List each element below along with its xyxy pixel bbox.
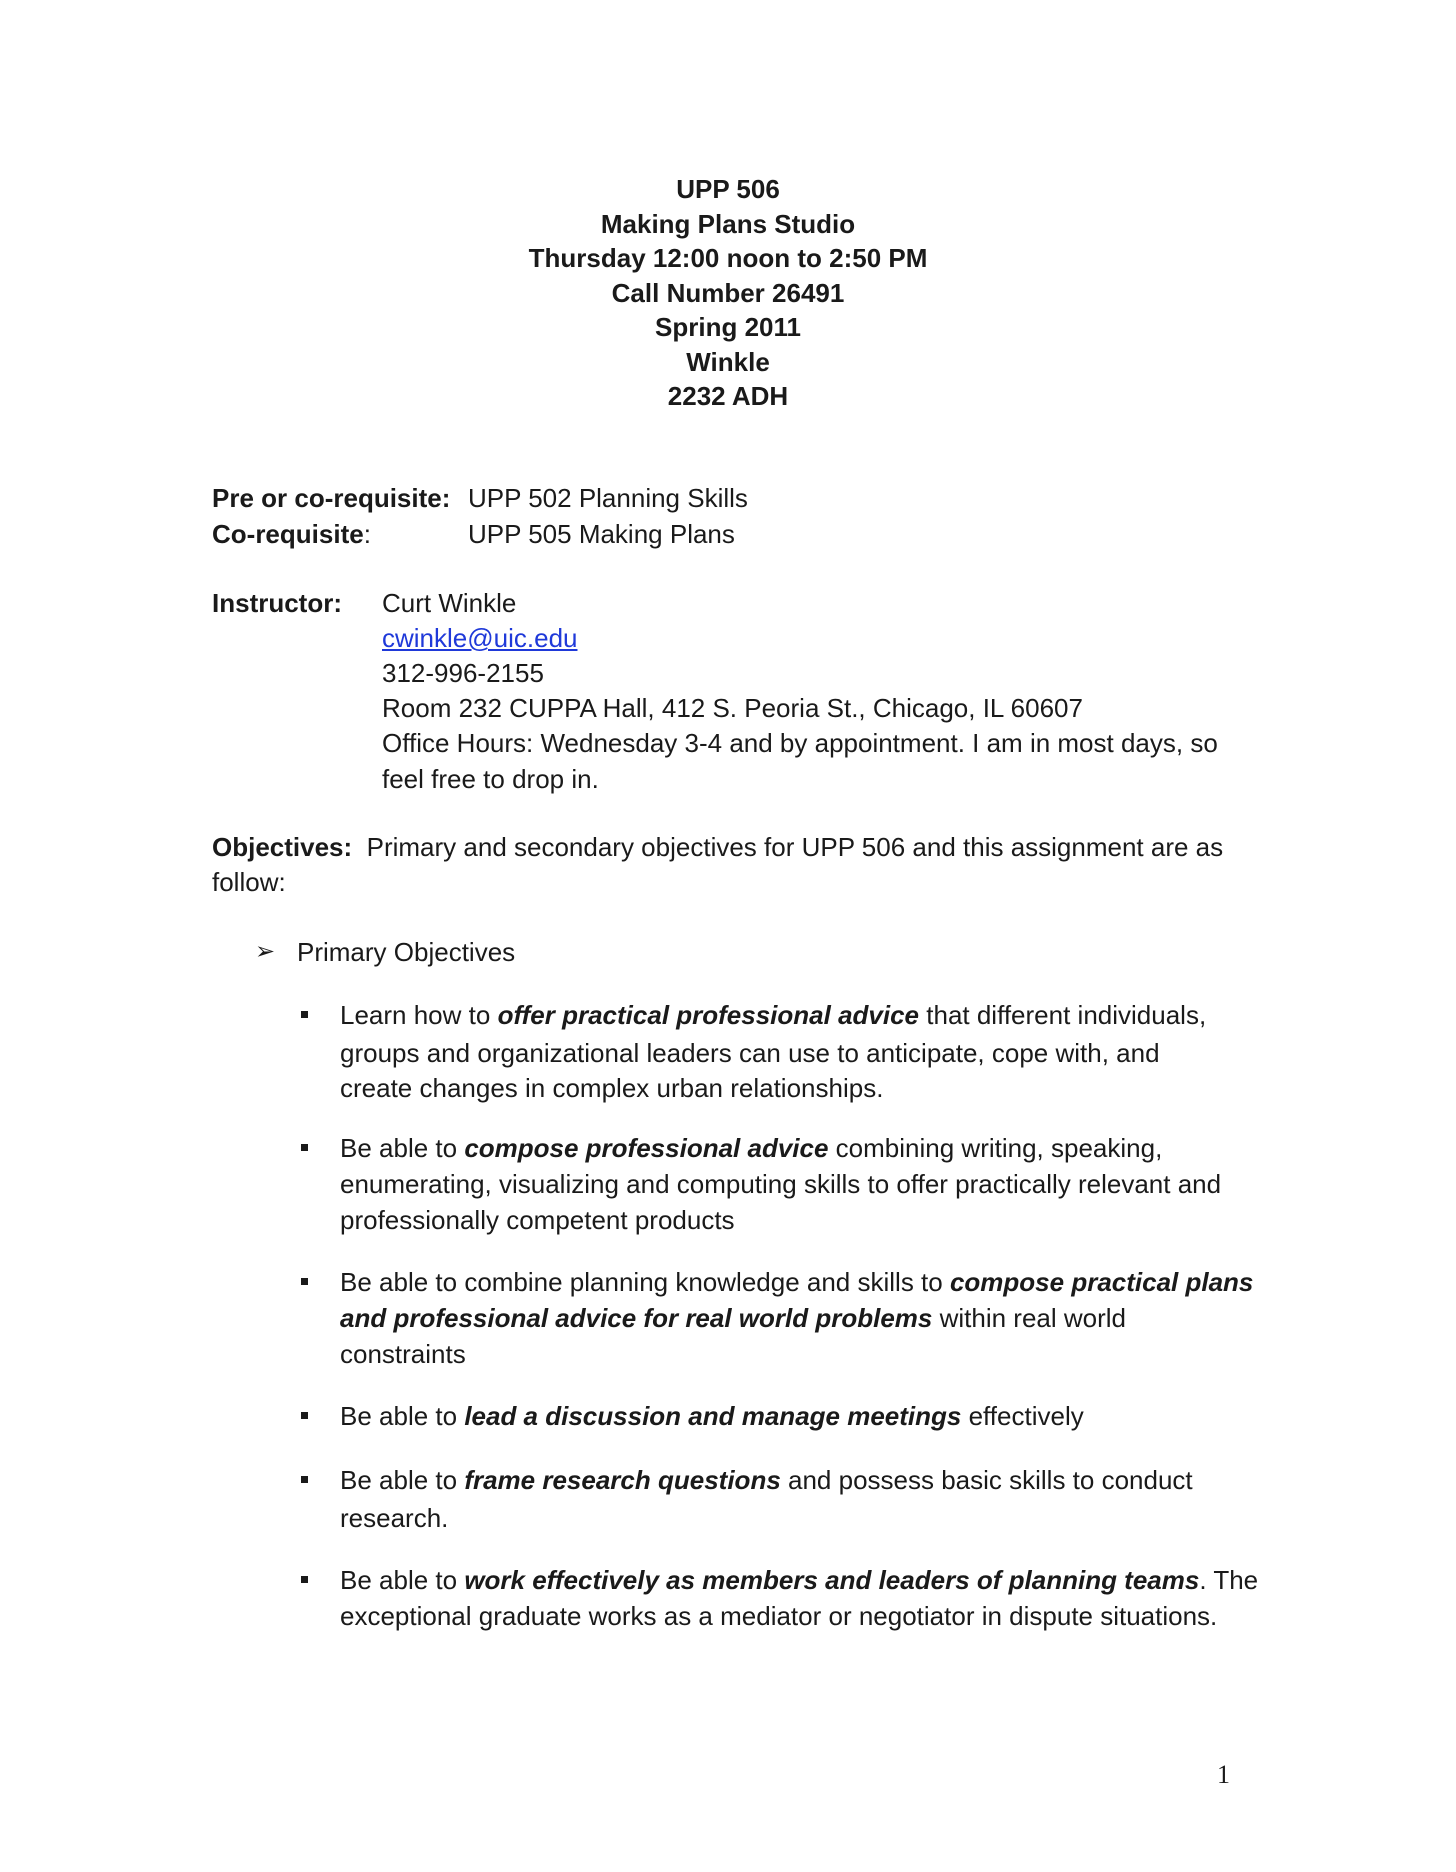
square-bullet-icon — [301, 1144, 308, 1151]
instructor-label: Instructor: — [212, 588, 342, 618]
course-code: UPP 506 — [676, 174, 780, 204]
prerequisite-value: UPP 502 Planning Skills — [468, 483, 748, 513]
objective-3-line-3: constraints — [340, 1339, 466, 1369]
square-bullet-icon — [301, 1476, 308, 1483]
objective-5-line-2: research. — [340, 1503, 449, 1533]
objective-3-line-2: and professional advice for real world problems within real world — [340, 1303, 1127, 1333]
corequisite-value: UPP 505 Making Plans — [468, 519, 735, 549]
prerequisite-label: Pre or co-requisite: — [212, 483, 451, 513]
objectives-intro-line-2: follow: — [212, 867, 286, 897]
call-number: Call Number 26491 — [611, 277, 845, 308]
course-schedule: Thursday 12:00 noon to 2:50 PM — [528, 243, 928, 273]
instructor-email-line — [382, 620, 577, 656]
course-room: 2232 ADH — [667, 381, 789, 411]
objective-6-line-2: exceptional graduate works as a mediator or negotiator in dispute situations. — [340, 1601, 1218, 1631]
page-number: 1 — [1217, 1760, 1230, 1789]
office-hours-line-1: Office Hours: Wednesday 3-4 and by appointment. I am in most days, so — [382, 728, 1218, 758]
corequisite-label: Co-requisite: — [212, 519, 371, 549]
course-term: Spring 2011 — [655, 312, 801, 342]
objective-5-line-1: Be able to frame research questions and possess basic skills to conduct — [340, 1465, 1193, 1495]
objective-2-line-2: enumerating, visualizing and computing skills to offer practically relevant and — [340, 1169, 1222, 1199]
instructor-email-link[interactable]: cwinkle@uic.edu — [382, 623, 578, 653]
arrow-bullet-icon: ➢ — [255, 938, 276, 965]
objective-1-line-1: Learn how to offer practical professional advice that different individuals, — [340, 1000, 1207, 1030]
objectives-label: Objectives: — [212, 832, 353, 862]
objective-2-line-3: professionally competent products — [340, 1205, 735, 1235]
instructor-name: Curt Winkle — [382, 588, 517, 618]
square-bullet-icon — [301, 1011, 308, 1018]
instructor-address: Room 232 CUPPA Hall, 412 S. Peoria St., Chicago, IL 60607 — [382, 693, 1083, 723]
primary-objectives-heading: Primary Objectives — [297, 937, 516, 967]
objective-4-line-1: Be able to lead a discussion and manage meetings effectively — [340, 1401, 1084, 1431]
square-bullet-icon — [301, 1412, 308, 1419]
course-name: Making Plans Studio — [600, 208, 856, 239]
square-bullet-icon — [301, 1576, 308, 1583]
instructor-phone: 312-996-2155 — [382, 658, 544, 688]
objective-1-line-3: create changes in complex urban relationships. — [340, 1073, 884, 1103]
objective-3-line-1: Be able to combine planning knowledge and skills to compose practical plans — [340, 1267, 1254, 1297]
objective-1-line-2: groups and organizational leaders can use to anticipate, cope with, and — [340, 1038, 1160, 1068]
course-header — [0, 172, 1456, 414]
square-bullet-icon — [301, 1278, 308, 1285]
objectives-intro-line-1: Objectives: Primary and secondary objectives for UPP 506 and this assignment are as — [212, 832, 1224, 862]
office-hours-line-2: feel free to drop in. — [382, 764, 599, 794]
objective-2-line-1: Be able to compose professional advice combining writing, speaking, — [340, 1133, 1163, 1163]
instructor-lastname: Winkle — [686, 346, 770, 377]
objective-6-line-1: Be able to work effectively as members and leaders of planning teams. The — [340, 1565, 1259, 1595]
